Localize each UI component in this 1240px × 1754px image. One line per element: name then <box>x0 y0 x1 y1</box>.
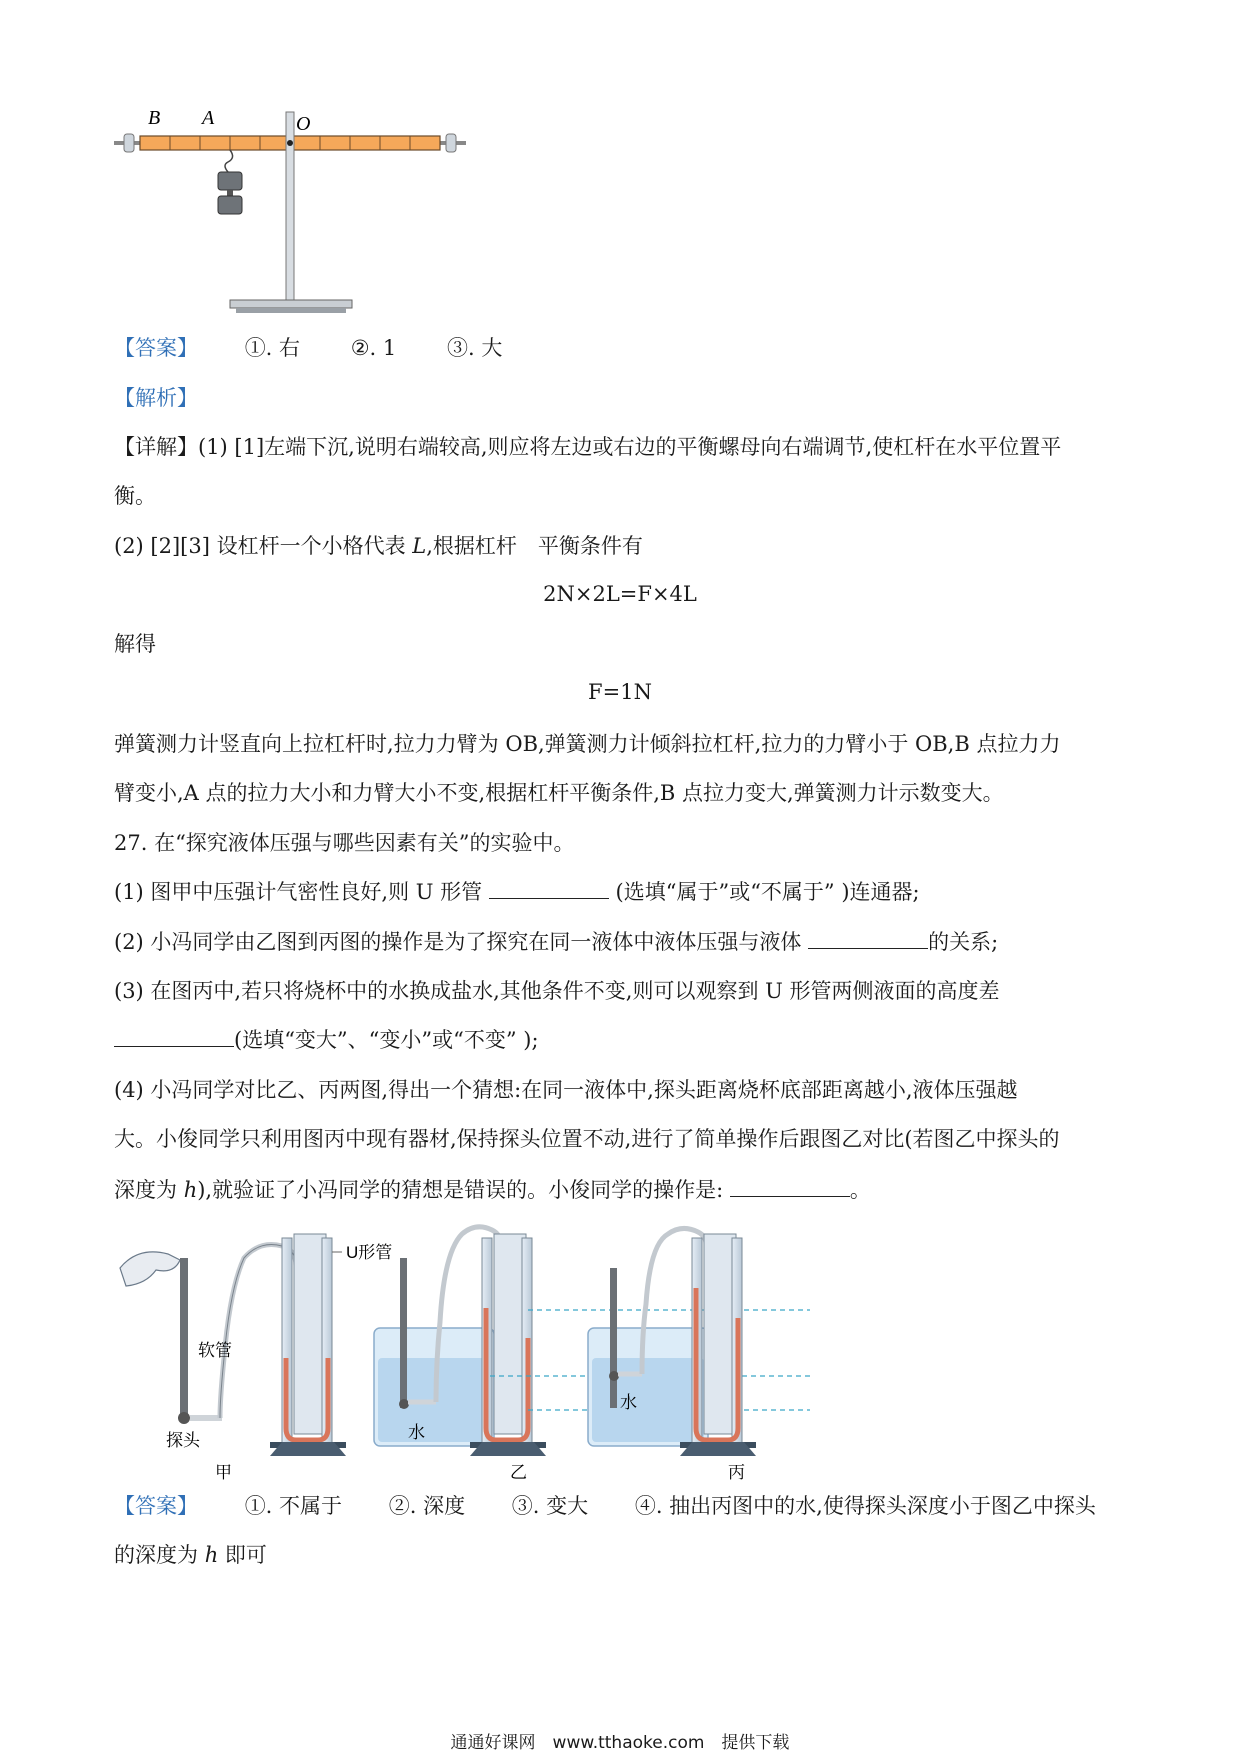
q27-title: 27. 在“探究液体压强与哪些因素有关”的实验中。 <box>114 831 575 855</box>
label-b: B <box>148 107 161 129</box>
detail-p3-cont: 臂变小,A 点的拉力大小和力臂大小不变,根据杠杆平衡条件,B 点拉力变大,弹簧测力计示数变大。 <box>114 781 1004 805</box>
answer-blank[interactable] <box>730 1176 850 1197</box>
water-label: 水 <box>408 1423 425 1442</box>
answer-2-pre: 的深度为 <box>114 1543 205 1567</box>
q27-s1-post: (选填“属于”或“不属于” )连通器; <box>615 880 920 904</box>
var-h: h <box>183 1178 198 1202</box>
answer-item: ②. 1 <box>350 336 397 360</box>
q27-s4: (4) 小冯同学对比乙、丙两图,得出一个猜想:在同一液体中,探头距离烧杯底部距离越小,液体压强越 <box>114 1078 1018 1102</box>
q27-s2-post: 的关系; <box>928 930 999 954</box>
water-label: 水 <box>620 1393 637 1412</box>
detail-p2-pre: (2) [2][3] 设杠杆一个小格代表 <box>114 534 413 558</box>
q27-s4-end: 。 <box>849 1178 871 1202</box>
detail-p2 <box>114 532 643 560</box>
label-o: O <box>296 113 311 135</box>
detail-tag: 【详解】 <box>114 435 198 459</box>
answer-item: ①. 不属于 <box>244 1494 343 1518</box>
caption-yi: 乙 <box>510 1463 527 1482</box>
detail-p1 <box>114 433 1061 461</box>
answer-2-cont <box>114 1541 267 1569</box>
caption-jia: 甲 <box>215 1463 232 1482</box>
answer-item: ③. 大 <box>446 336 503 360</box>
hose-label: 软管 <box>198 1341 232 1360</box>
answer-item: ①. 右 <box>244 336 301 360</box>
q27-s2 <box>114 928 998 956</box>
answer-2-post: 即可 <box>218 1543 267 1567</box>
lever-figure <box>110 100 470 315</box>
q27-s3-cont <box>114 1026 539 1054</box>
q27-s2-pre: (2) 小冯同学由乙图到丙图的操作是为了探究在同一液体中液体压强与液体 <box>114 930 802 954</box>
detail-text: (1) [1]左端下沉,说明右端较高,则应将左边或右边的平衡螺母向右端调节,使杠杆在水平位置平 <box>198 435 1062 459</box>
q27-s4-pre: 深度为 <box>114 1178 184 1202</box>
q27-s3: (3) 在图丙中,若只将烧杯中的水换成盐水,其他条件不变,则可以观察到 U 形管两侧液面的高度差 <box>114 979 1000 1003</box>
label-a: A <box>202 107 215 129</box>
caption-bing: 丙 <box>728 1463 745 1482</box>
detail-p1-cont: 衡。 <box>114 484 156 508</box>
q27-s1 <box>114 878 920 906</box>
answer-blank[interactable] <box>489 878 609 899</box>
utube-label: U形管 <box>346 1243 393 1262</box>
q27-s3-post: (选填“变大”、“变小”或“不变” ); <box>234 1028 539 1052</box>
answer-blank[interactable] <box>808 928 928 949</box>
probe-label: 探头 <box>166 1431 200 1450</box>
detail-p2-post: ,根据杠杆 平衡条件有 <box>426 534 643 558</box>
answer-item: ③. 变大 <box>511 1494 589 1518</box>
analysis-tag: 【解析】 <box>114 386 198 410</box>
var-l: L <box>412 534 427 558</box>
answer-blank[interactable] <box>114 1026 234 1047</box>
solve-label: 解得 <box>114 632 156 656</box>
q27-s4-cont: 大。小俊同学只利用图丙中现有器材,保持探头位置不动,进行了简单操作后跟图乙对比(若图乙中探头的 <box>114 1127 1060 1151</box>
pressure-gauge-figure <box>110 1228 850 1482</box>
page-footer: 通通好课网 www.tthaoke.com 提供下载 <box>450 1733 790 1753</box>
answer-item: ④. 抽出丙图中的水,使得探头深度小于图乙中探头 <box>634 1494 1096 1518</box>
q27-s1-pre: (1) 图甲中压强计气密性良好,则 U 形管 <box>114 880 483 904</box>
answer-tag: 【答案】 <box>114 1494 198 1518</box>
q27-s4-cont2 <box>114 1176 871 1204</box>
detail-p3: 弹簧测力计竖直向上拉杠杆时,拉力力臂为 OB,弹簧测力计倾斜拉杠杆,拉力的力臂小于 OB,B 点拉力力 <box>114 732 1061 756</box>
answer-tag: 【答案】 <box>114 336 198 360</box>
answer-1 <box>114 334 502 362</box>
q27-s4-mid: ),就验证了小冯同学的猜想是错误的。小俊同学的操作是: <box>197 1178 724 1202</box>
answer-2 <box>114 1492 1096 1520</box>
equation-1: 2N×2L=F×4L <box>543 582 697 606</box>
equation-2: F=1N <box>588 680 652 704</box>
answer-item: ②. 深度 <box>388 1494 466 1518</box>
var-h: h <box>204 1543 219 1567</box>
